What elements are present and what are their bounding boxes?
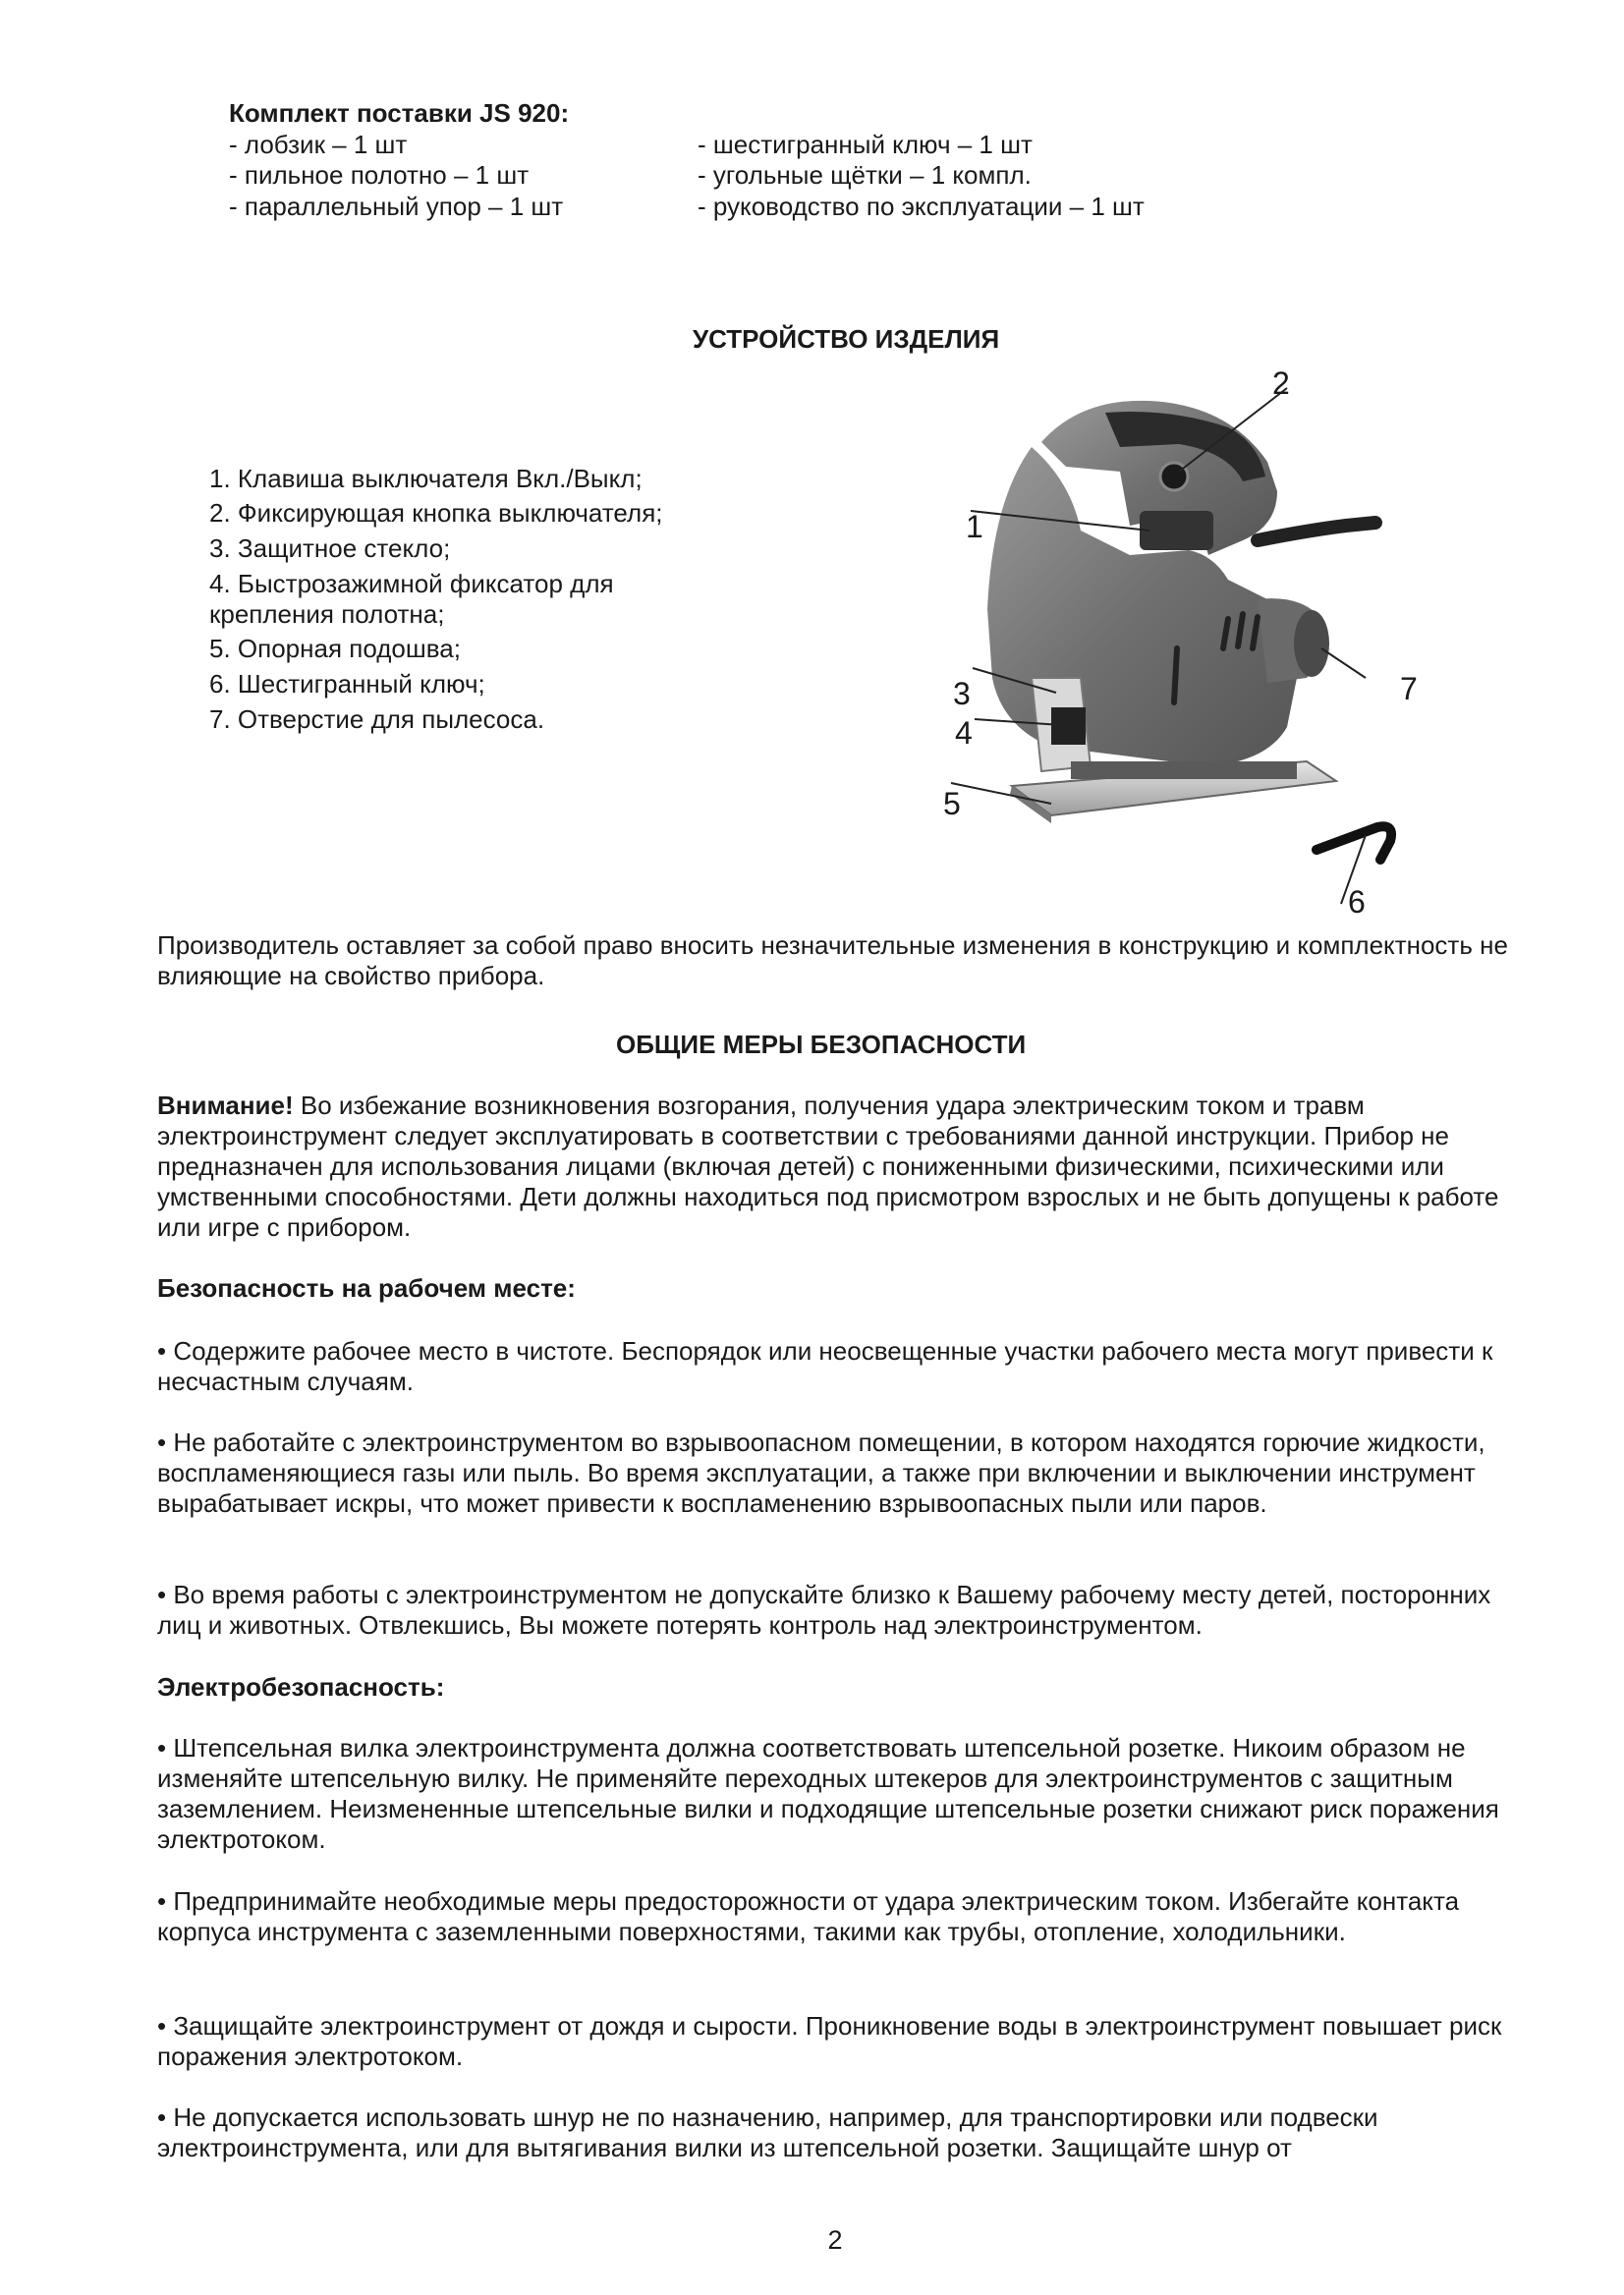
- part-item: 5. Опорная подошва;: [209, 634, 461, 663]
- warning-label: Внимание!: [157, 1091, 294, 1120]
- workplace-item: • Во время работы с электроинструментом не допускайте близко к Вашему рабочему месту детей, посторонних лиц и животных. Отвлекшись, Вы можете потерять контроль над электроинструментом.: [157, 1580, 1491, 1640]
- part-item: 7. Отверстие для пылесоса.: [209, 704, 545, 734]
- part-item: 6. Шестигранный ключ;: [209, 669, 485, 699]
- jigsaw-illustration: [933, 354, 1444, 924]
- part-item: 4. Быстрозажимной фиксатор для: [209, 569, 614, 598]
- workplace-title: Безопасность на рабочем месте:: [157, 1273, 576, 1303]
- kit-item-right: - руководство по эксплуатации – 1 шт: [698, 192, 1145, 221]
- workplace-item: • Содержите рабочее место в чистоте. Беспорядок или неосвещенные участки рабочего места могут привести к несчастным случаям.: [157, 1336, 1493, 1396]
- device-heading: УСТРОЙСТВО ИЗДЕЛИЯ: [693, 324, 1000, 354]
- safety-heading: ОБЩИЕ МЕРЫ БЕЗОПАСНОСТИ: [616, 1030, 1027, 1059]
- kit-item-right: - шестигранный ключ – 1 шт: [698, 130, 1033, 159]
- electric-title: Электробезопасность:: [157, 1672, 445, 1702]
- electric-item: • Штепсельная вилка электроинструмента должна соответствовать штепсельной розетке. Никоим образом не изменяйте штепсельную вилку. Не применяйте переходных штекеров для электроинструментов с защитным заземлением. Неизмененные штепсельные вилки и подходящие штепсельные розетки снижают риск поражения электротоком.: [157, 1733, 1499, 1854]
- callout-label: 2: [1272, 365, 1290, 401]
- electric-item: • Защищайте электроинструмент от дождя и сырости. Проникновение воды в электроинструмент повышает риск поражения электротоком.: [157, 2011, 1502, 2071]
- electric-item: • Не допускается использовать шнур не по назначению, например, для транспортировки или подвески электроинструмента, или для вытягивания вилки из штепсельной розетки. Защищайте шнур от: [157, 2102, 1378, 2162]
- warning-text: Во избежание возникновения возгорания, получения удара электрическим током и травм электроинструмент следует эксплуатировать в соответствии с требованиями данной инструкции. Прибор не предназначен для использования лицами (включая детей) с пониженными физическими, психическими или умственными способностями. Дети должны находиться под присмотром взрослых и не быть допущены к работе или игре с прибором.: [157, 1091, 1499, 1242]
- callout-label: 1: [966, 509, 983, 544]
- part-item: 1. Клавиша выключателя Вкл./Выкл;: [209, 464, 643, 493]
- page-number: 2: [827, 2225, 843, 2255]
- kit-item-left: - параллельный упор – 1 шт: [229, 192, 564, 221]
- callout-label: 7: [1400, 671, 1418, 706]
- kit-title: Комплект поставки JS 920:: [229, 98, 570, 128]
- part-item: 3. Защитное стекло;: [209, 533, 451, 563]
- kit-item-right: - угольные щётки – 1 компл.: [698, 160, 1032, 190]
- callout-label: 5: [943, 786, 961, 821]
- manufacturer-note: Производитель оставляет за собой право вносить незначительные изменения в конструкцию и комплектность не влияющие на свойство прибора.: [157, 930, 1508, 990]
- kit-item-left: - пильное полотно – 1 шт: [229, 160, 530, 190]
- workplace-item: • Не работайте с электроинструментом во взрывоопасном помещении, в котором находятся горючие жидкости, воспламеняющиеся газы или пыль. Во время эксплуатации, а также при включении и выключении инструмент вырабатывает искры, что может привести к воспламенению взрывоопасных пыли или паров.: [157, 1427, 1485, 1518]
- callout-label: 4: [955, 715, 973, 751]
- warning-paragraph: [157, 1091, 1533, 1243]
- callout-label: 3: [953, 676, 971, 711]
- hex-key-icon: [1316, 826, 1391, 860]
- callout-label: 6: [1348, 884, 1366, 920]
- electric-item: • Предпринимайте необходимые меры предосторожности от удара электрическим током. Избегайте контакта корпуса инструмента с заземленными поверхностями, такими как трубы, отопление, холодильники.: [157, 1886, 1460, 1946]
- kit-item-left: - лобзик – 1 шт: [229, 130, 408, 159]
- part-item: 2. Фиксирующая кнопка выключателя;: [209, 498, 663, 528]
- part-item: крепления полотна;: [209, 599, 445, 629]
